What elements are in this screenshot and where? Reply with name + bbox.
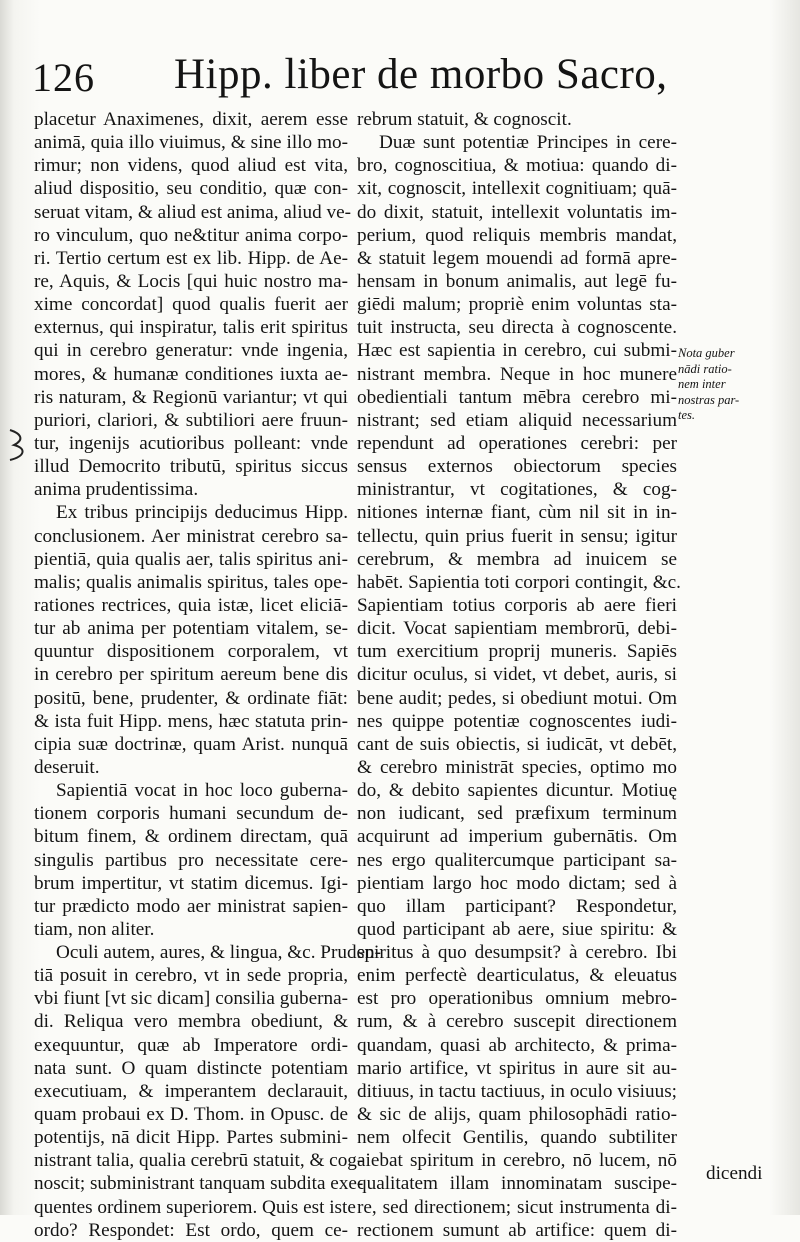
text-line: tiā posuit in cerebro, vt in sede propria, <box>34 965 348 987</box>
handwritten-margin-mark <box>4 426 32 464</box>
text-line: cerebrum, & membra ad inuicem se <box>357 548 677 570</box>
text-line: hensam in bonum animalis, aut legē fu- <box>357 270 677 292</box>
text-line: exequuntur, quæ ab Imperatore ordi- <box>34 1034 348 1056</box>
text-line: illud Democrito tributū, spiritus siccus <box>34 456 348 478</box>
text-line: & ista fuit Hipp. mens, hæc statuta prin- <box>34 710 348 732</box>
text-line: qui in cerebro generatur: vnde ingenia, <box>34 340 348 362</box>
text-line: rebrum statuit, & cognoscit. <box>357 109 572 130</box>
text-line: cant de suis obiectis, si iudicāt, vt debēt, <box>357 733 677 755</box>
text-line: bitum finem, & ordinem directam, quā <box>34 826 348 848</box>
text-line: quo illam participant? Respondetur, <box>357 895 677 917</box>
text-line: acquirunt ad imperium gubernātis. Om <box>357 826 677 848</box>
text-line: bene audit; pedes, si obediunt motui. Om <box>357 687 677 709</box>
text-line: est pro operationibus omnium mebro- <box>357 988 677 1010</box>
text-line: rum, & à cerebro suscepit directionem <box>357 1011 677 1033</box>
right-text-column <box>357 108 681 1242</box>
text-line: & sic de alijs, quam philosophādi ratio- <box>357 1104 677 1126</box>
text-line: rectionem sumunt ab artifice: quem di- <box>357 1219 677 1241</box>
text-line: brum impertitur, vt statim dicemus. Igi- <box>34 872 348 894</box>
text-line: nistrant; sed etiam aliquid necessarium <box>357 409 677 431</box>
text-line: ordo? Respondet: Est ordo, quem ce- <box>34 1219 348 1241</box>
text-line: habēt. Sapientia toti corpori contingit, &c. <box>357 571 681 593</box>
text-line: tellectu, quin prius fuerit in sensu; igitur <box>357 525 677 547</box>
text-line: nistrant membra. Neque in hoc munere <box>357 363 677 385</box>
text-line: malis; qualis animalis spiritus, tales ope- <box>34 571 348 593</box>
marginal-note-line: Nota guber <box>678 346 735 360</box>
text-line: executiuam, & imperantem declarauit, <box>34 1080 348 1102</box>
text-line: vbi fiunt [vt sic dicam] consilia guberna- <box>34 988 348 1010</box>
text-line: sensus externos obiectorum species <box>357 456 677 478</box>
text-line: singulis partibus pro necessitate cere- <box>34 849 348 871</box>
text-line: quandam, quasi ab architecto, & prima- <box>357 1034 677 1056</box>
text-line: rationes rectrices, quia istæ, licet eliciā- <box>34 594 348 616</box>
text-line: ro vinculum, quo ne&titur anima corpo- <box>34 224 348 246</box>
text-line: non iudicant, sed præfixum terminum <box>357 803 677 825</box>
marginal-note-line: nem inter <box>678 377 726 392</box>
text-line: qualitatem illam innominatam suscipe- <box>357 1173 677 1195</box>
text-line: puriori, clariori, & subtiliori aere fruun- <box>34 409 348 431</box>
text-line: quuntur dispositionem corporalem, vt <box>34 641 348 663</box>
text-line: Oculi autem, aures, & lingua, &c. Pruden- <box>56 942 382 964</box>
text-line: dicit. Vocat sapientiam membrorū, debi- <box>357 618 677 640</box>
text-line: nes ergo qualitercumque participant sa- <box>357 849 677 871</box>
text-line: tur prædicto modo aer ministrat sapien- <box>34 895 348 917</box>
text-line: bro, cognoscitiua, & motiua: quando di- <box>357 155 677 177</box>
marginal-note-line: nostras par- <box>678 392 740 407</box>
text-line: quentes ordinem superiorem. Quis est iste <box>34 1196 356 1218</box>
text-line: nitiones internæ fiant, cùm nil sit in in- <box>357 502 677 524</box>
text-line: cipia suæ doctrinæ, quam Arist. nunquā <box>34 733 348 755</box>
text-line: noscit; subministrant tanquam subdita exe- <box>34 1173 364 1195</box>
marginal-note-line: nādi ratio- <box>678 361 732 376</box>
text-line: do, & debito sapientes dicuntur. Motiuę <box>357 780 677 802</box>
text-line: ri. Tertio certum est ex lib. Hipp. de Ae- <box>34 247 348 269</box>
text-line: rependunt ad operationes cerebri: per <box>357 432 677 454</box>
text-line: dicitur oculus, si videt, vt debet, auris, si <box>357 664 677 686</box>
text-line: tur ab anima per potentiam vitalem, se- <box>34 618 348 640</box>
text-line: pientiā, quia qualis aer, talis spiritus ani- <box>34 548 348 570</box>
text-line: re, Aquis, & Locis [qui huic nostro ma- <box>34 270 348 292</box>
page-number: 126 <box>32 55 95 100</box>
text-line: nistrant talia, qualia cerebrū statuit, & cog- <box>34 1150 364 1172</box>
text-line: externus, qui inspiratur, talis erit spiritus <box>34 317 348 339</box>
text-line: tionem corporis humani secundum de- <box>34 803 348 825</box>
text-line: re, sed directionem; sicut instrumenta di- <box>357 1196 677 1218</box>
text-line: ministrantur, vt cogitationes, & cog- <box>357 479 677 501</box>
text-line: rimur; non videns, quod aliud est vita, <box>34 155 348 177</box>
text-line: placetur Anaximenes, dixit, aerem esse <box>34 109 348 130</box>
text-line: giēdi malum; propriè enim voluntas sta- <box>357 294 677 316</box>
text-line: quam probaui ex D. Thom. in Opusc. de <box>34 1104 348 1126</box>
text-line: positū, bene, prudenter, & ordinate fiāt: <box>34 687 348 709</box>
text-line: perium, quod reliquis membris mandat, <box>357 224 677 246</box>
text-line: quod participant ab aere, siue spiritu: & <box>357 918 677 940</box>
text-line: di. Reliqua vero membra obediunt, & <box>34 1011 348 1033</box>
text-line: tur, ingenijs acutioribus polleant: vnde <box>34 432 348 454</box>
text-line: xime concordat] quod qualis fuerit aer <box>34 294 348 316</box>
marginal-note <box>678 346 788 424</box>
text-line: xit, cognoscit, intellexit cognitiuam; quā- <box>357 178 677 200</box>
page-header <box>26 46 726 108</box>
text-line: & statuit legem mouendi ad formā apre- <box>357 247 677 269</box>
text-line: seruat vitam, & aliud est anima, aliud ve- <box>34 201 352 223</box>
text-line: & cerebro ministrāt species, optimo mo <box>357 756 677 778</box>
text-line: ris naturam, & Regionū variantur; vt qui <box>34 386 348 408</box>
text-line: potentijs, nā dicit Hipp. Partes submini- <box>34 1127 348 1149</box>
text-line: spiritus à quo desumpsit? à cerebro. Ibi <box>357 942 677 964</box>
text-line: nes quippe potentiæ cognoscentes iudi- <box>357 710 677 732</box>
text-line: mores, & humanæ conditiones iuxta ae- <box>34 363 348 385</box>
text-line: Sapientiam totius corporis ab aere fieri <box>357 594 677 616</box>
text-line: aiebat spiritum in cerebro, nō lucem, nō <box>357 1150 677 1172</box>
text-line: obedientiali tantum mēbra cerebro mi- <box>357 386 677 408</box>
text-line: nata sunt. O quam distincte potentiam <box>34 1057 348 1079</box>
text-line: do dixit, statuit, intellexit voluntatis im- <box>357 201 677 223</box>
text-line: in cerebro per spiritum aereum bene dis <box>34 664 348 686</box>
text-line: anima prudentissima. <box>34 479 199 501</box>
left-text-column <box>34 108 382 1242</box>
text-line: deseruit. <box>34 756 100 778</box>
text-line: pientiam largo hoc modo dictam; sed à <box>357 872 677 894</box>
text-line: aliud dispositio, seu conditio, quæ con- <box>34 178 348 200</box>
text-line: conclusionem. Aer ministrat cerebro sa- <box>34 525 348 547</box>
text-line: tiam, non aliter. <box>34 918 155 940</box>
marginal-note-line: tes. <box>678 408 696 423</box>
text-line: Sapientiā vocat in hoc loco guberna- <box>56 780 348 802</box>
text-line: ditiuus, in tactu tactiuus, in oculo visiuus; <box>357 1080 677 1102</box>
text-line: Hæc est sapientia in cerebro, cui submi- <box>357 340 677 362</box>
running-title: Hipp. liber de morbo Sacro, <box>174 51 668 98</box>
text-line: Ex tribus principijs deducimus Hipp. <box>56 502 348 524</box>
text-line: nem olfecit Gentilis, quando subtiliter <box>357 1127 677 1149</box>
text-line: tuit instructa, seu directa à cognoscente. <box>357 317 677 339</box>
catchword: dicendi <box>706 1163 763 1184</box>
text-line: enim perfectè dearticulatus, & eleuatus <box>357 965 677 987</box>
text-line: mario artifice, vt spiritus in aure sit au- <box>357 1057 677 1079</box>
text-line: Duæ sunt potentiæ Principes in cere- <box>379 132 677 154</box>
text-line: tum exercitium proprij muneris. Sapiēs <box>357 641 677 663</box>
text-line: animā, quia illo viuimus, & sine illo mo- <box>34 132 348 154</box>
